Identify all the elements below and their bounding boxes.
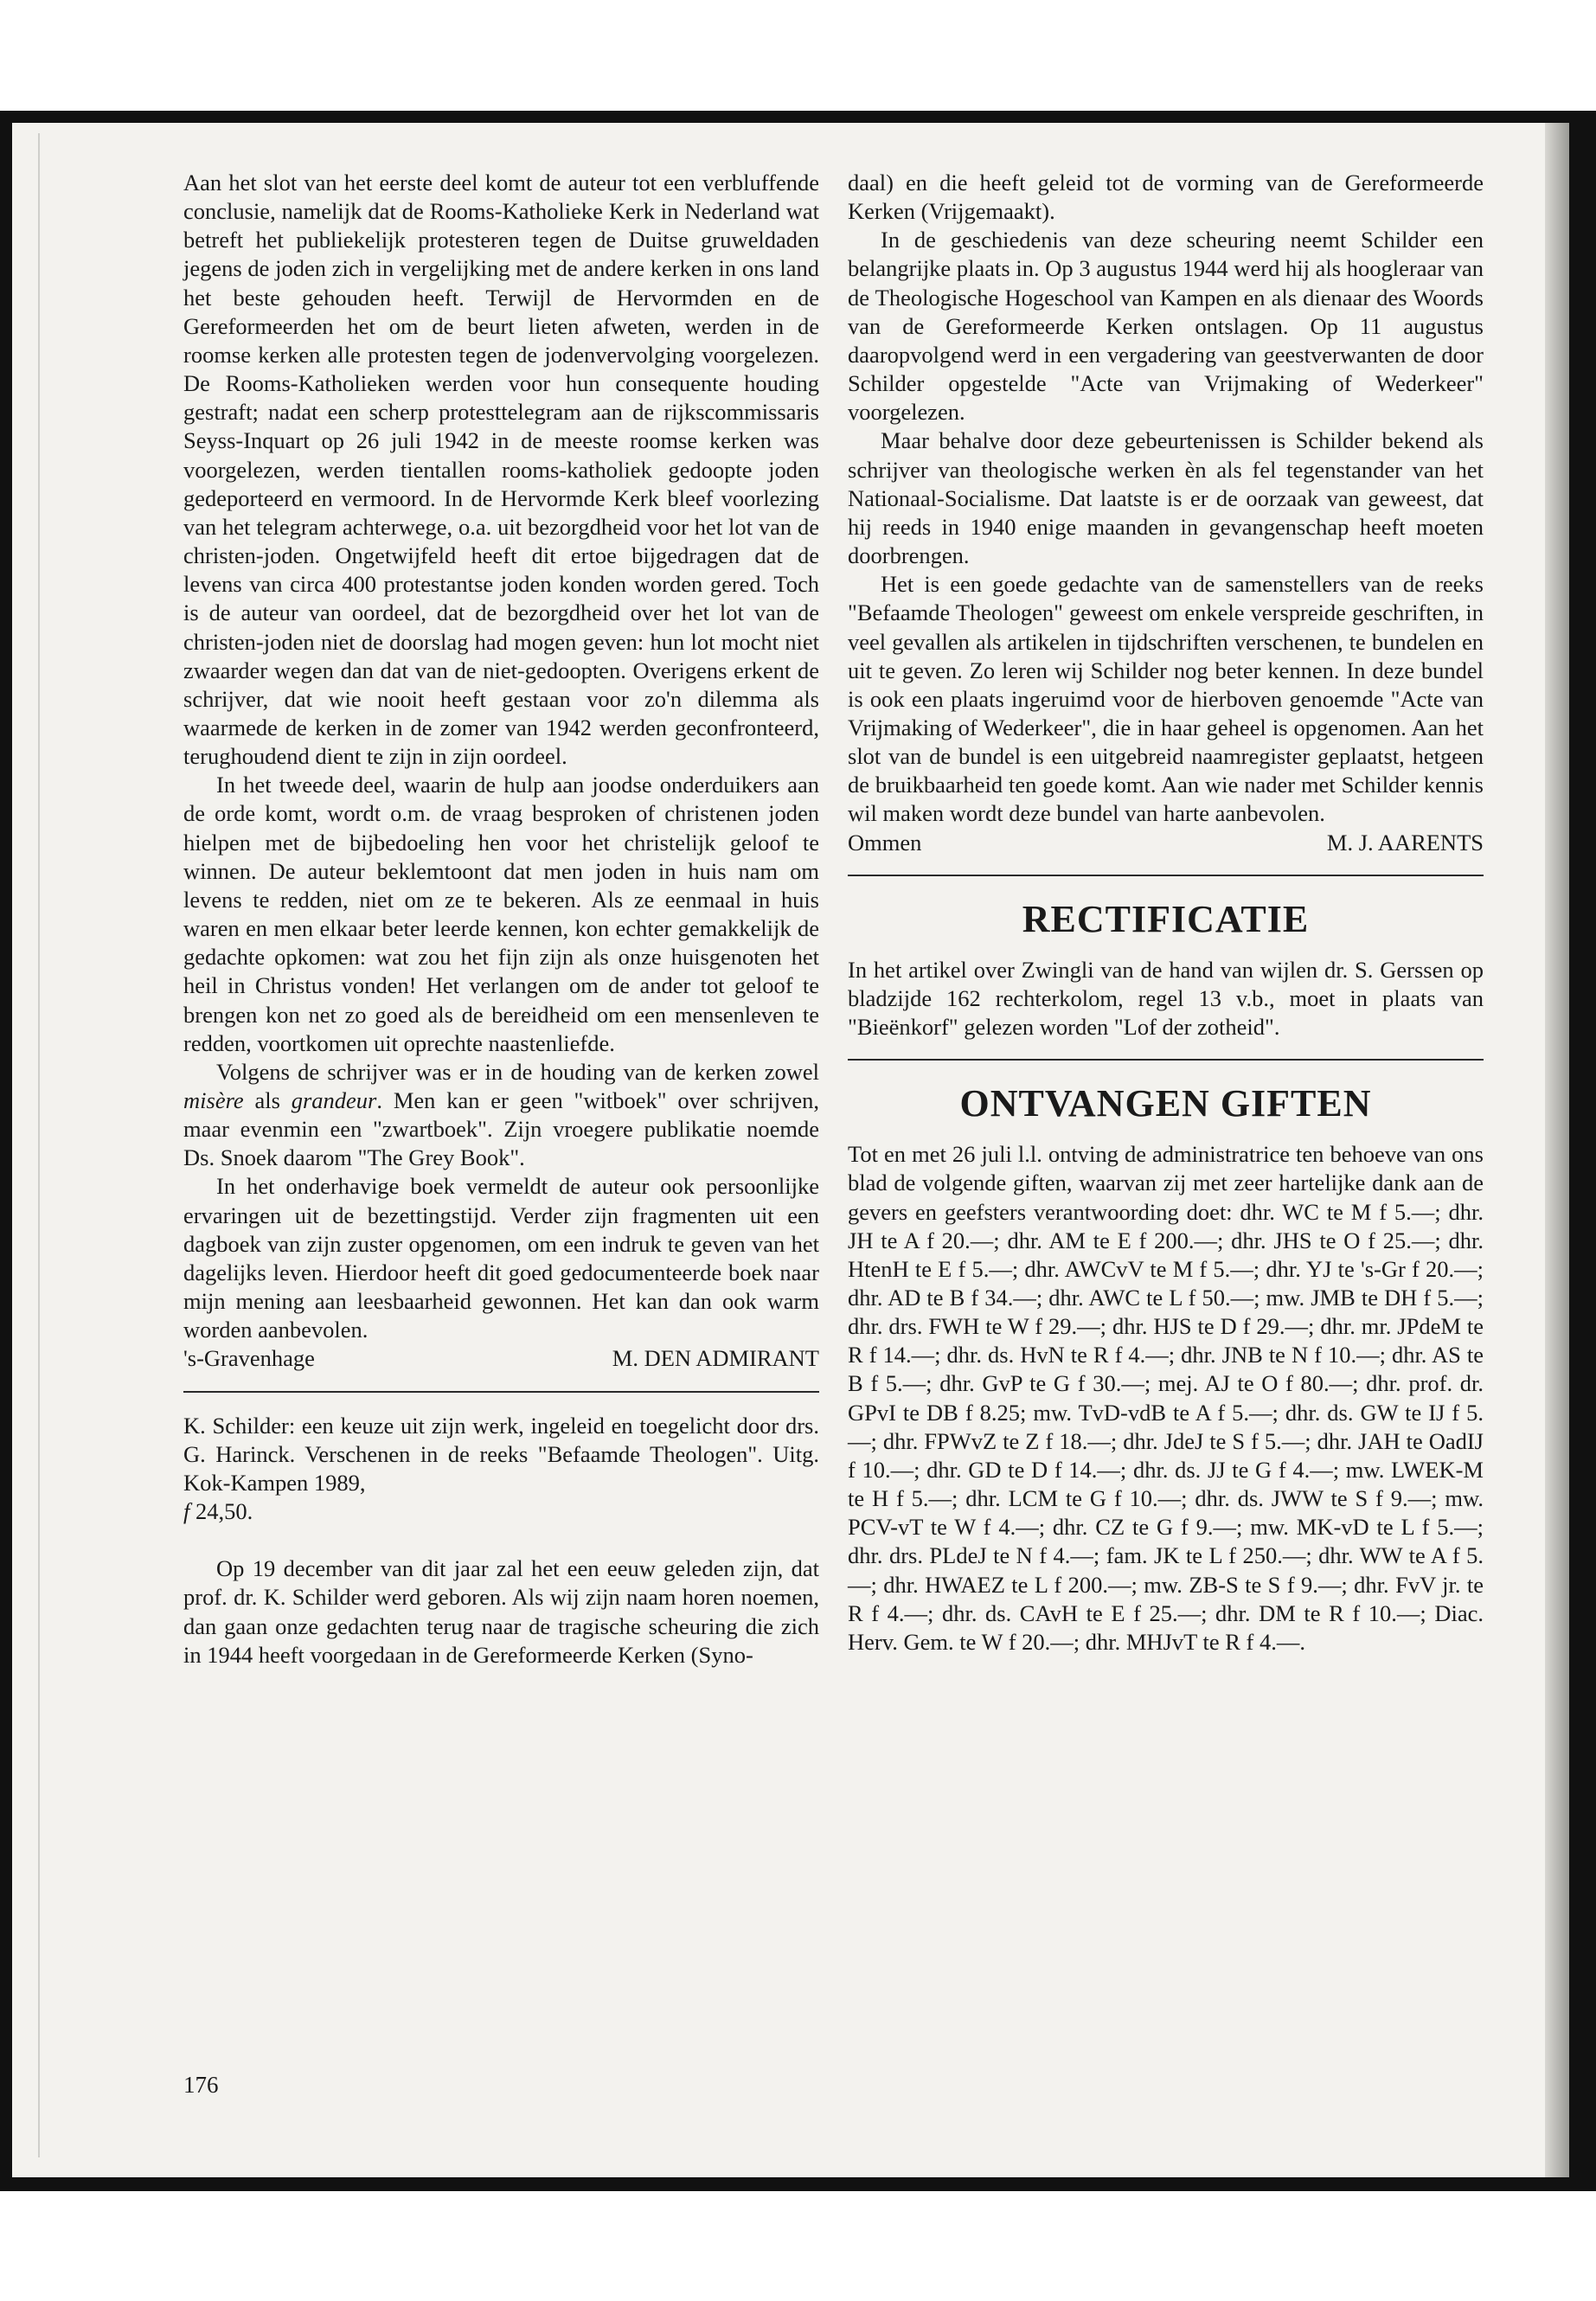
left-column (183, 169, 819, 1670)
review2-place: Ommen (848, 829, 922, 856)
review2-paragraph-4: Het is een goede gedachte van de samenstellers van de reeks "Befaamde Theologen" geweest om enkele verspreide geschriften, in veel gevallen als artikelen in tijdschriften verschenen, te bundelen en uit te geven. Zo leren wij Schilder nog beter kennen. In deze bundel is ook een plaats ingeruimd voor de hierboven genoemde "Acte van Vrijmaking of Wederkeer", die in haar geheel is opgenomen. Aan het slot van de bundel is een uitgebreid naamregister geplaatst, hetgeen de bruikbaarheid ten goede komt. Aan wie nader met Schilder kennis wil maken wordt deze bundel van harte aanbevolen. (848, 571, 1484, 827)
review1-p3-italic-grandeur: grandeur (291, 1087, 377, 1113)
page-edge (1545, 123, 1569, 2177)
review2-paragraph-3: Maar behalve door deze gebeurtenissen is Schilder bekend als schrijver van theologische werken èn als fel tegenstander van het Nationaal-Socialisme. Dat laatste is er de oorzaak van geweest, dat hij reeds in 1940 enige maanden in gevangenschap heeft moeten doorbrengen. (848, 427, 1484, 569)
review1-p3-text-b: als (243, 1087, 292, 1113)
margin-rule (38, 133, 40, 2157)
review1-p3-text-c: . Men kan er geen "witboek" over schrijven, maar evenmin een "zwartboek". Zijn vroegere publikatie noemde Ds. Snoek daarom "The Grey Book". (183, 1087, 819, 1171)
review2-signature (848, 829, 1484, 857)
review2-continuation: daal) en die heeft geleid tot de vorming van de Gereformeerde Kerken (Vrijgemaakt). (848, 170, 1484, 225)
review2-author: M. J. AARENTS (1326, 829, 1484, 856)
review1-p3-italic-misere: misère (183, 1087, 244, 1113)
section-divider (848, 1059, 1484, 1061)
review1-paragraph-3 (183, 1058, 819, 1173)
review1-signature (183, 1344, 819, 1373)
right-column (848, 169, 1484, 1657)
rectificatie-heading: RECTIFICATIE (1022, 897, 1310, 940)
review1-p3-text-a: Volgens de schrijver was er in de houding van de kerken zowel (216, 1058, 819, 1085)
review1-paragraph-1: Aan het slot van het eerste deel komt de auteur tot een verbluffende conclusie, namelijk dat de Rooms-Katholieke Kerk in Nederland wat betreft het publiekelijk protesteren tegen de Duitse gruweldaden jegens de joden zich in vergelijking met de andere kerken in ons land het beste gehouden heeft. Terwijl de Hervormden en de Gereformeerden het om de beurt lieten afweten, werden in de roomse kerken alle protesten tegen de jodenvervolging voorgelezen. De Rooms-Katholieken werden voor hun consequente houding gestraft; nadat een scherp protesttelegram aan de rijkscommissaris Seyss-Inquart op 26 juli 1942 in de meeste roomse kerken was voorgelezen, werden tientallen rooms-katholiek gedoopte joden gedeporteerd en vermoord. In de Hervormde Kerk bleef voorlezing van het telegram achterwege, o.a. uit bezorgdheid voor het lot van de christen-joden. Ongetwijfeld heeft dit ertoe bijgedragen dat de levens van circa 400 protestantse joden konden worden gered. Toch is de auteur van oordeel, dat de bezorgdheid over het lot van de christen-joden niet de doorslag had mogen geven: hun lot mocht niet zwaarder wegen dan dat van de niet-gedoopten. Overigens erkent de schrijver, dat wie nooit heeft gestaan voor zo'n dilemma als waarmede de kerken in de zomer van 1942 werden geconfronteerd, terughoudend dient te zijn in zijn oordeel. (183, 170, 819, 770)
review1-author: M. DEN ADMIRANT (612, 1345, 819, 1372)
review1-place: 's-Gravenhage (183, 1345, 315, 1372)
review2-price-amount: 24,50. (189, 1498, 253, 1525)
section-divider (183, 1391, 819, 1393)
review2-biblio-text: K. Schilder: een keuze uit zijn werk, ingeleid en toegelicht door drs. G. Harinck. Verschenen in de reeks "Befaamde Theologen". Uitg. Kok-Kampen 1989, (183, 1412, 819, 1496)
rectificatie-text: In het artikel over Zwingli van de hand van wijlen dr. S. Gerssen op bladzijde 162 rechterkolom, regel 13 v.b., moet in plaats van "Bieënkorf" gelezen worden "Lof der zotheid". (848, 956, 1484, 1041)
review2-paragraph-1: Op 19 december van dit jaar zal het een eeuw geleden zijn, dat prof. dr. K. Schilder werd geboren. Als wij zijn naam horen noemen, dan gaan onze gedachten terug naar de tragische scheuring die zich in 1944 heeft voorgedaan in de Gereformeerde Kerken (Syno- (183, 1555, 819, 1668)
giften-text: Tot en met 26 juli l.l. ontving de administratrice ten behoeve van ons blad de volgende giften, waarvan zij met zeer hartelijke dank aan de gevers en geefsters verantwoording doet: dhr. WC te M f 5.—; dhr. JH te A f 20.—; dhr. AM te E f 200.—; dhr. JHS te O f 25.—; dhr. HtenH te E f 5.—; dhr. AWCvV te M f 5.—; dhr. YJ te 's-Gr f 20.—; dhr. AD te B f 34.—; dhr. AWC te L f 50.—; mw. JMB te DH f 5.—; dhr. drs. FWH te W f 29.—; dhr. HJS te D f 29.—; dhr. mr. JPdeM te R f 14.—; dhr. ds. HvN te R f 4.—; dhr. JNB te N f 10.—; dhr. AS te B f 5.—; dhr. GvP te G f 30.—; mej. AJ te O f 80.—; dhr. prof. dr. GPvI te DB f 8.25; mw. TvD-vdB te A f 5.—; dhr. ds. GW te IJ f 5.—; dhr. FPWvZ te Z f 18.—; dhr. JdeJ te S f 5.—; dhr. JAH te OadIJ f 10.—; dhr. GD te D f 14.—; dhr. ds. JJ te G f 4.—; mw. LWEK-M te H f 5.—; dhr. LCM te G f 10.—; dhr. ds. JWW te S f 9.—; mw. PCV-vT te W f 4.—; dhr. CZ te G f 9.—; mw. MK-vD te L f 5.—; dhr. drs. PLdeJ te N f 4.—; fam. JK te L f 250.—; dhr. WW te A f 5.—; dhr. HWAEZ te L f 200.—; mw. ZB-S te S f 9.—; dhr. FvV jr. te R f 4.—; dhr. ds. CAvH te E f 25.—; dhr. DM te R f 10.—; Diac. Herv. Gem. te W f 20.—; dhr. MHJvT te R f 4.—. (848, 1141, 1484, 1655)
review1-paragraph-2: In het tweede deel, waarin de hulp aan joodse onderduikers aan de orde komt, wordt o.m. de vraag besproken of christenen joden hielpen met de bijbedoeling hen voor het christelijk geloof te winnen. De auteur beklemtoont dat men joden in huis nam om levens te redden, niet om ze te bekeren. Als ze eenmaal in huis waren en men elkaar beter leerde kennen, kon echter gemakkelijk de gedachte opkomen: wat zou het fijn zijn als onze huisgenoten het heil in Christus vonden! Het verlangen om de ander tot geloof te brengen kon net zo goed als de bereidheid om een mensenleven te redden, voortkomen uit oprechte naastenliefde. (183, 772, 819, 1056)
giften-heading: ONTVANGEN GIFTEN (959, 1082, 1372, 1125)
review2-price-currency: f (183, 1498, 190, 1525)
review2-paragraph-2: In de geschiedenis van deze scheuring neemt Schilder een belangrijke plaats in. Op 3 augustus 1944 werd hij als hoogleraar van de Theologische Hogeschool van Kampen en als dienaar des Woords van de Gereformeerde Kerken ontslagen. Op 11 augustus daaropvolgend werd in een vergadering van geestverwanten de door Schilder opgestelde "Acte van Vrijmaking of Wederkeer" voorgelezen. (848, 227, 1484, 426)
review1-paragraph-4: In het onderhavige boek vermeldt de auteur ook persoonlijke ervaringen uit de bezettingstijd. Verder zijn fragmenten uit een dagboek van zijn zuster opgenomen, om een indruk te geven van het dagelijks leven. Hierdoor heeft dit goed gedocumenteerde boek naar mijn mening aan leesbaarheid gewonnen. Het kan dan ook warm worden aanbevolen. (183, 1173, 819, 1343)
section-divider (848, 875, 1484, 876)
review2-bibliography (183, 1412, 819, 1527)
page-number: 176 (183, 2072, 219, 2098)
